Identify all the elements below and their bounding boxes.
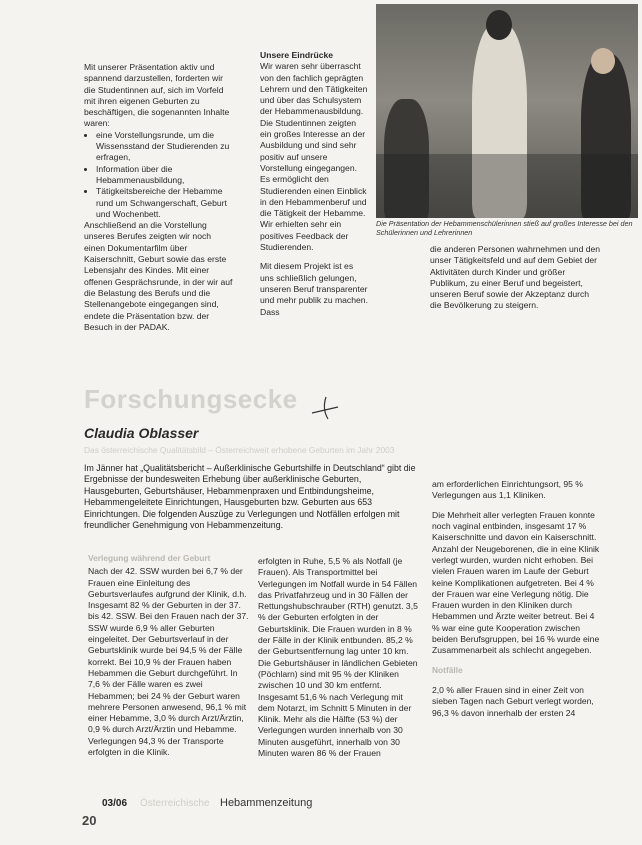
photo-caption: Die Präsentation der Hebammenschülerinnen stieß auf großes Interesse bei den Schülerinnen und Lehrerinnen bbox=[376, 219, 633, 237]
bullet-item: • eine Vorstellungsrunde, um die Wissensstand der Studierenden zu erfragen, bbox=[96, 130, 234, 164]
right-column-subhead: Notfälle bbox=[432, 665, 463, 676]
author-name: Claudia Oblasser bbox=[84, 425, 199, 441]
footer-magazine: Hebammenzeitung bbox=[220, 797, 313, 809]
footer-org: Österreichische bbox=[140, 798, 210, 809]
bullet-item: • Tätigkeitsbereiche der Hebamme rund um Schwangerschaft, Geburt und Wochenbett. bbox=[96, 186, 234, 220]
intro-paragraph: Im Jänner hat „Qualitätsbericht – Außerklinische Geburtshilfe in Deutschland“ gibt die Ergebnisse der bundesweiten Erhebung über außerklinische Geburten, Hausgeburten, Geburtshäuser, Hebammenpraxen und Entbindungsheime, Hebammengeleitete Einrichtungen, Hausgeburten bzw. Geburten aus 653 Einrichtungen. Die folgenden Auszüge zu Verlegungen und Notfällen erfolgen mit freundlicher Genehmigung von Hebammenzeitung. bbox=[84, 463, 416, 531]
right-column-lead: am erforderlichen Einrichtungsort, 95 % Verlegungen aus 1,1 Kliniken. bbox=[432, 478, 583, 500]
section-heading-eindruecke: Unsere Eindrücke bbox=[260, 50, 334, 60]
top-left-outro: Anschließend an die Vorstellung unseres Berufes zeigten wir noch einen Dokumentarfilm über Kaiserschnitt, Geburt sowie das erste Lebensjahr des Kindes. Mit einer offenen Gesprächsrunde, in der wir auf die Belastung des Berufs und die Stellenangebote eingegangen sind, endete die Präsentation bzw. der Besuch in der PADAK. bbox=[84, 220, 233, 332]
bottom-left-subhead: Verlegung während der Geburt bbox=[88, 553, 211, 563]
right-column-paragraph-2: 2,0 % aller Frauen sind in einer Zeit von sieben Tagen nach Geburt verlegt worden, 96,3 % davon innerhalb der ersten 24 bbox=[432, 685, 594, 718]
top-right-text: die anderen Personen wahrnehmen und den unser Tätigkeitsfeld und auf dem Gebiet der Aktivitäten durch Kinder und größer Publikum, zu einer Beruf und begeistert, unseren Beruf sowie der Akzeptanz durch die Bevölkerung zu steigern. bbox=[430, 244, 601, 311]
bottom-left-text: Nach der 42. SSW wurden bei 6,7 % der Frauen eine Einleitung des Geburtsverlaufes aufgrund der Klinik, d.h. Insgesamt 82 % der Geburten in der 37. bis 42. SSW. Bei den Frauen nach der 37. SSW wurde 6,9 % aller Geburten eingeleitet. Der Geburtsverlauf in der Geburtsklinik wurde bei 94,5 % der Fälle korrekt. Bei 10,9 % der Frauen haben Hebammen die Geburt durchgeführt. In 7,6 % der Fälle waren es zwei Hebammen; bei 24 % der Geburt waren mehrere Personen anwesend, 96,1 % mit einer Hebamme, 3,0 % durch Arzt/Ärztin, 0,9 % durch Arzt/Ärztin und Hebamme. Verlegungen 94,3 % der Transporte erfolgten in die Klinik. bbox=[88, 566, 249, 758]
top-left-bullet-list bbox=[84, 130, 234, 220]
section-title: Forschungsecke bbox=[84, 384, 298, 414]
top-left-intro: Mit unserer Präsentation aktiv und spannend darzustellen, forderten wir die Studentinnen auf, sich im Vorfeld mit ihren eigenen Geburten zu beschäftigen, die sogenannten Inhalte waren: bbox=[84, 62, 230, 129]
page-number: 20 bbox=[82, 813, 97, 828]
footer-issue: 03/06 bbox=[102, 798, 128, 809]
top-middle-column bbox=[260, 50, 368, 318]
presentation-photo bbox=[376, 4, 638, 218]
top-right-column bbox=[430, 244, 602, 312]
bottom-left-column bbox=[88, 553, 250, 758]
top-left-column bbox=[84, 62, 234, 333]
bottom-middle-column bbox=[258, 556, 420, 759]
top-middle-closing: Mit diesem Projekt ist es uns schließlich gelungen, unseren Beruf transparenter und mehr publik zu machen. Dass bbox=[260, 261, 368, 317]
bottom-middle-text: erfolgten in Ruhe, 5,5 % als Notfall (je Frauen). Als Transportmittel bei Verlegungen im Notfall wurde in 54 Fällen das Privatfahrzeug und in 30 Fällen der Rettungshubschrauber (RTH) genutzt. 3,5 % der Geburten erfolgten in der Geburtsklinik. Die Frauen wurden in 8 % der Fälle in der Klinik entbunden. 85,2 % der Geburtsentfernung lag unter 10 km. Die Geburtshäuser in ländlichen Gebieten (Pöchlarn) sind mit 95 % der Kliniken zwischen 10 und 30 km entfernt. Insgesamt 51,6 % nach Verlegung mit dem Notarzt, im Schnitt 5 Minuten in der Klinik. Mehr als die Hälfte (53 %) der Verlegungen wurden innerhalb von 30 Minuten ausgeführt, innerhalb von 30 Minuten waren 86 % der Frauen bbox=[258, 556, 418, 759]
right-column bbox=[432, 470, 602, 728]
bullet-item: • Information über die Hebammenausbildung, bbox=[96, 164, 234, 187]
top-middle-text: Wir waren sehr überrascht von den fachlich geprägten Lehrern und den Tätigkeiten und über das Schulsystem der Hebammenausbildung. Die Studentinnen zeigten ein großes Interesse an der Ausbildung und sind sehr positiv auf unsere Vorstellung eingegangen. Es ermöglicht den Studierenden einen Einblick in den Hebammenberuf und die Tätigkeit der Hebamme. Wir erhielten sehr ein positives Feedback der Studierenden. bbox=[260, 61, 368, 253]
section-subtitle: Das österreichische Qualitätsbild – Österreichweit erhobene Geburten im Jahr 2003 bbox=[84, 445, 395, 455]
pen-stroke-icon bbox=[310, 395, 340, 421]
right-column-paragraph: Die Mehrheit aller verlegten Frauen konnte noch vaginal entbinden, insgesamt 17 % Kaiserschnitte und davon ein Kaiserschnitt. Anzahl der Neugeborenen, die in eine Klinik verlegt wurden, wurden nicht erhoben. Bei vielen Frauen waren im Laufe der Geburt keine Komplikationen aufgetreten. Bei 4 % der Frauen war eine Verlegung nötig. Die Frauen wurden in den Kliniken durch Hebammen und Ärzte weiter betreut. Bei 4 % war eine gute Kooperation zwischen beiden Berufsgruppen, bei 16 % wurde eine Zusammenarbeit als schlecht angegeben. bbox=[432, 509, 600, 656]
